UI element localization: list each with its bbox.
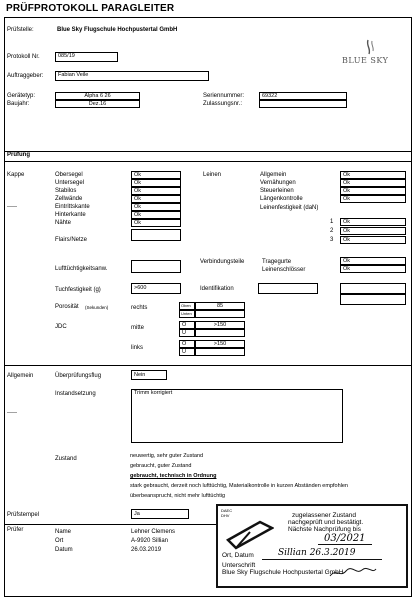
divider	[4, 161, 412, 162]
kappe-item-field[interactable]: Ok	[131, 219, 181, 227]
mitte-oben-field[interactable]: >150	[195, 321, 245, 329]
zustand-option-selected[interactable]: gebraucht, technisch in Ordnung	[130, 473, 217, 479]
kappe-item-field[interactable]: Ok	[131, 211, 181, 219]
leinen-item-label: Steuerleinen	[260, 188, 294, 194]
leinen-item-field[interactable]: Ok	[340, 195, 406, 203]
instandsetzung-field[interactable]: Trimm korrigiert	[131, 389, 343, 443]
lufttuechtigkeit-label: Lufttüchtigkeitsanw.	[55, 266, 108, 272]
stamp-corner-text: DAEC	[221, 508, 233, 513]
next-check-date: 03/2021	[324, 533, 366, 544]
kappe-item-field[interactable]: Ok	[131, 171, 181, 179]
zustand-label: Zustand	[55, 456, 77, 462]
rechts-oben-field[interactable]: 85	[195, 302, 245, 310]
page-title: PRÜFPROTOKOLL PARAGLEITER	[6, 3, 175, 14]
lufttuechtigkeit-field[interactable]	[131, 260, 181, 273]
leinen-item-field[interactable]: Ok	[340, 179, 406, 187]
leinenfestigkeit-label: Leinenfestigkeit (daN)	[260, 205, 319, 211]
kappe-item-label: Eintrittskante	[55, 204, 90, 210]
zustand-option[interactable]: gebraucht, guter Zustand	[130, 463, 192, 469]
kappe-item-label: Hinterkante	[55, 212, 86, 218]
leinenschloesser-label: Leinenschlösser	[262, 267, 306, 273]
ort-datum-value: Sillian 26.3.2019	[278, 548, 356, 558]
leinen-item-field[interactable]: Ok	[340, 171, 406, 179]
baujahr-field[interactable]: Dez.16	[55, 100, 140, 108]
rechts-label: rechts	[131, 305, 148, 311]
kappe-item-label: Flairs/Netze	[55, 237, 88, 243]
ort-datum-label: Ort, Datum	[222, 552, 254, 559]
kappe-item-field[interactable]: Ok	[131, 179, 181, 187]
u-cell: U	[179, 329, 195, 337]
paraglider-icon	[226, 518, 274, 552]
stamp-line: Nächste Nachprüfung bis	[288, 526, 361, 533]
instandsetzung-label: Instandsetzung	[55, 391, 96, 397]
tuchfestigkeit-field[interactable]: >600	[131, 283, 181, 294]
auftraggeber-label: Auftraggeber:	[7, 73, 44, 79]
o-cell: O	[179, 340, 195, 348]
rechts-unten-field[interactable]	[195, 310, 245, 318]
protokoll-field[interactable]: 085/19	[55, 52, 118, 62]
pruefstelle-value: Blue Sky Flugschule Hochpustertal GmbH	[57, 27, 178, 33]
pruefstelle-label: Prüfstelle:	[7, 27, 34, 33]
seriennummer-label: Seriennummer:	[203, 93, 245, 99]
festigkeit-field[interactable]: Ok	[340, 227, 406, 235]
allgemein-label: Allgemein	[7, 373, 34, 379]
zustand-option[interactable]: überbeansprucht, nicht mehr lufttüchtig	[130, 493, 226, 499]
pruefstempel-field[interactable]: Ja	[131, 509, 189, 519]
ueberpruefungsflug-label: Überprüfungsflug	[55, 373, 102, 379]
festigkeit-num: 2	[330, 228, 334, 234]
links-oben-field[interactable]: >150	[195, 340, 245, 348]
jdc-label: JDC	[55, 324, 67, 330]
datum-value: 26.03.2019	[131, 547, 162, 553]
oben-cell: Oben	[179, 302, 195, 310]
protokoll-label: Protokoll Nr.	[7, 54, 40, 60]
kappe-item-field[interactable]: Ok	[131, 195, 181, 203]
pruefer-label: Prüfer	[7, 527, 24, 533]
leinen-item-label: Vernähungen	[260, 180, 296, 186]
stamp-underline	[318, 544, 372, 545]
links-label: links	[131, 345, 144, 351]
baujahr-label: Baujahr:	[7, 101, 30, 107]
unterschrift-label: Unterschrift	[222, 562, 256, 569]
ort-label: Ort	[55, 538, 64, 544]
festigkeit-num: 3	[330, 237, 334, 243]
zustand-list	[130, 453, 394, 500]
kappe-label: Kappe	[7, 172, 25, 178]
pruefung-heading: Prüfung	[7, 152, 30, 158]
stamp-line: zugelassener Zustand	[292, 512, 356, 519]
leinen-item-label: Allgemein	[260, 172, 287, 178]
o-cell: O	[179, 321, 195, 329]
verbindungsteile-label: Verbindungsteile	[200, 259, 245, 265]
identifikation-field[interactable]	[258, 283, 318, 294]
kappe-item-label: Untersegel	[55, 180, 85, 186]
stamp-corner-text: DHV	[221, 513, 230, 518]
leinen-label: Leinen	[203, 172, 222, 178]
ueberpruefungsflug-field[interactable]: Nein	[131, 370, 167, 380]
signature-icon	[328, 566, 378, 580]
divider	[4, 151, 412, 152]
leinenschloesser-field[interactable]: Ok	[340, 265, 406, 273]
tragegurte-label: Tragegurte	[262, 259, 292, 265]
leinen-item-label: Längenkontrolle	[260, 196, 303, 202]
identifikation-extra-field[interactable]	[340, 283, 406, 294]
dash-marker: -----	[7, 410, 17, 416]
logo-text: BLUE SKY	[342, 56, 389, 65]
auftraggeber-field[interactable]: Fabian Veile	[55, 71, 209, 81]
seriennummer-field[interactable]: 69322	[259, 92, 347, 100]
approval-stamp	[216, 504, 408, 588]
porositaet-label: Porosität	[55, 304, 79, 310]
stamp-company: Blue Sky Flugschule Hochpustertal GmbH	[222, 569, 344, 576]
datum-label: Datum	[55, 547, 73, 553]
unten-cell: Unten	[179, 310, 195, 318]
tuchfestigkeit-label: Tuchfestigkeit (g)	[55, 287, 101, 293]
zulassung-label: Zulassungsnr.:	[203, 101, 243, 107]
zustand-option[interactable]: stark gebraucht, derzeit noch lufttüchtig, Materialkontrolle in kurzen Abständen empfohlen	[130, 483, 348, 489]
kappe-item-field[interactable]	[131, 229, 181, 241]
zulassung-field[interactable]	[259, 100, 347, 108]
mitte-label: mitte	[131, 325, 145, 331]
divider	[4, 524, 217, 525]
leinen-item-field[interactable]: Ok	[340, 187, 406, 195]
dash-marker: -----	[7, 204, 17, 210]
geraetetyp-field[interactable]: Alpha 6 26	[55, 92, 140, 100]
pruefstempel-label: Prüfstempel	[7, 512, 40, 518]
u-cell: U	[179, 348, 195, 356]
kappe-item-label: Nähte	[55, 220, 72, 226]
divider	[4, 365, 412, 366]
kappe-item-label: Obersegel	[55, 172, 83, 178]
name-label: Name	[55, 529, 72, 535]
zustand-option[interactable]: neuwertig, sehr guter Zustand	[130, 453, 204, 459]
identifikation-label: Identifikation	[200, 286, 234, 292]
mitte-unten-field[interactable]	[195, 329, 245, 337]
tragegurte-field[interactable]: Ok	[340, 257, 406, 265]
kappe-item-label: Zellwände	[55, 196, 83, 202]
festigkeit-num: 1	[330, 219, 334, 225]
links-unten-field[interactable]	[195, 348, 245, 356]
geraetetyp-label: Gerätetyp:	[7, 93, 36, 99]
stamp-line: nachgeprüft und bestätigt.	[288, 519, 364, 526]
festigkeit-field[interactable]: Ok	[340, 236, 406, 244]
ort-value: A-9920 Sillian	[131, 538, 169, 544]
festigkeit-field[interactable]: Ok	[340, 218, 406, 226]
kappe-item-field[interactable]: Ok	[131, 187, 181, 195]
stamp-underline	[262, 559, 382, 560]
kappe-item-field[interactable]: Ok	[131, 203, 181, 211]
kappe-item-label: Stabilos	[55, 188, 77, 194]
name-value: Lehner Clemens	[131, 529, 176, 535]
identifikation-extra-field[interactable]	[340, 294, 406, 305]
blue-sky-logo	[338, 38, 408, 70]
porositaet-unit: (Sekunden)	[85, 305, 109, 310]
